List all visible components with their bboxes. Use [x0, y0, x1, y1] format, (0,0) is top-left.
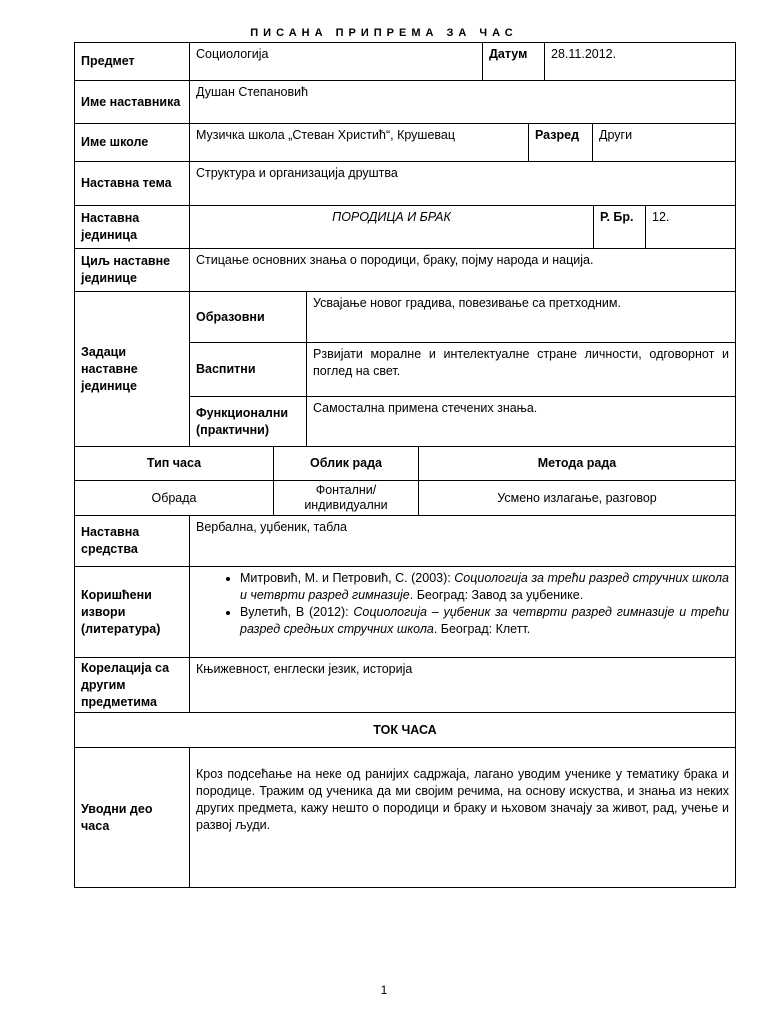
- date-label: Датум: [483, 43, 545, 80]
- materials-row: [74, 516, 736, 567]
- lesson-plan-table: [74, 42, 736, 888]
- task-functional-label: Функционални (практични): [190, 397, 307, 446]
- unit-number-value: 12.: [652, 210, 670, 224]
- school-row: [74, 124, 736, 162]
- correlation-value: Књижевност, енглески језик, историја: [196, 662, 413, 676]
- subject-value: Социологија: [190, 43, 483, 80]
- task-educational-label: Образовни: [190, 292, 307, 342]
- intro-label: Уводни део часа: [75, 748, 190, 887]
- school-value: Музичка школа „Стеван Христић“, Крушевац: [190, 124, 529, 161]
- subject-row: [74, 42, 736, 81]
- sources-list: [196, 570, 729, 638]
- class-type-value: Обрада: [75, 481, 274, 515]
- class-type-header: Тип часа: [75, 447, 274, 480]
- unit-number-label: Р. Бр.: [594, 206, 646, 248]
- tasks-subtable: [190, 292, 735, 446]
- materials-label: Наставна средства: [75, 516, 190, 566]
- grade-label: Разред: [529, 124, 593, 161]
- tasks-label: Задаци наставне јединице: [75, 292, 190, 446]
- task-upbringing-label: Васпитни: [190, 343, 307, 396]
- page-number: 1: [380, 983, 388, 997]
- teacher-value: Душан Степановић: [196, 85, 309, 99]
- tasks-row: [74, 292, 736, 447]
- subject-label: Предмет: [75, 43, 190, 80]
- sources-list-cell: [190, 567, 735, 657]
- source-item: • Вулетић, В (2012): Социологија – уџбеник за четврти разред гимназије и трећи разред средњих стручних школа. Београд: Клетт.: [240, 604, 729, 638]
- school-label: Име школе: [75, 124, 190, 161]
- source-item: • Митровић, М. и Петровић, С. (2003): Социологија за трећи разред стручних школа и четврти разред гимназије. Београд: Завод за уџбенике.: [240, 570, 729, 604]
- task-educational-row: [190, 292, 735, 343]
- task-upbringing-value: Рзвијати моралне и интелектуалне стране личности, одговорнот и поглед на свет.: [313, 347, 729, 378]
- goal-row: [74, 249, 736, 292]
- unit-label: Наставна јединица: [75, 206, 190, 248]
- task-functional-value: Самостална примена стечених знања.: [313, 401, 538, 415]
- page-title: ПИСАНА ПРИПРЕМА ЗА ЧАС: [250, 27, 518, 39]
- goal-value: Стицање основних знања о породици, браку, појму народа и нација.: [196, 253, 594, 267]
- sources-row: [74, 567, 736, 658]
- class-info-header-row: [74, 447, 736, 481]
- lesson-flow-header-row: [74, 713, 736, 748]
- goal-label: Циљ наставне јединице: [75, 249, 190, 291]
- intro-row: [74, 748, 736, 888]
- work-method-value: Усмено излагање, разговор: [497, 490, 657, 505]
- unit-row: [74, 206, 736, 249]
- teacher-row: [74, 81, 736, 124]
- materials-value: Вербална, уџбеник, табла: [196, 520, 347, 534]
- task-upbringing-row: [190, 343, 735, 397]
- work-method-header: Метода рада: [537, 456, 617, 470]
- intro-value: Кроз подсећање на неке од ранијих садржаја, лагано уводим ученике у тематику брака и породице. Тражим од ученика да ми својим речима, на основу искуства, и знања из неких других предмета, кажу нешто о породици и браку и њховом значају за живот, рад, учење и развој људи.: [196, 767, 729, 832]
- task-functional-row: [190, 397, 735, 446]
- work-form-header: Облик рада: [274, 447, 419, 480]
- grade-value: Други: [599, 128, 633, 142]
- class-info-values-row: [74, 481, 736, 516]
- topic-value: Структура и организација друштва: [196, 166, 398, 180]
- sources-label: Коришћени извори (литература): [75, 567, 190, 657]
- correlation-row: [74, 658, 736, 713]
- topic-row: [74, 162, 736, 206]
- work-form-value: Фонтални/ индивидуални: [274, 481, 419, 515]
- correlation-label: Корелација са другим предметима: [75, 658, 190, 712]
- task-educational-value: Усвајање новог градива, повезивање са претходним.: [313, 296, 621, 310]
- unit-value: ПОРОДИЦА И БРАК: [190, 206, 594, 248]
- date-value: 28.11.2012.: [551, 47, 617, 61]
- teacher-label: Име наставника: [75, 81, 190, 123]
- lesson-flow-header: ТОК ЧАСА: [373, 722, 437, 737]
- topic-label: Наставна тема: [75, 162, 190, 205]
